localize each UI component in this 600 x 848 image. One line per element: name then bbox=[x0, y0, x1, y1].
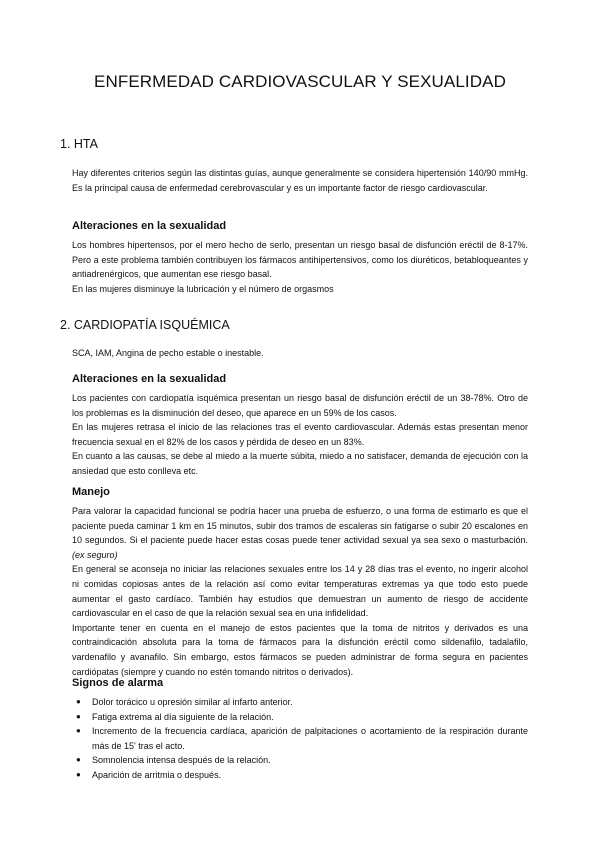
hta-intro-text: Hay diferentes criterios según las distintas guías, aunque generalmente se considera hipertensión 140/90 mmHg. Es la principal causa de enfermedad cerebrovascular y es un importante factor de riesgo cardiovascular. bbox=[72, 168, 528, 193]
manejo-p3: Importante tener en cuenta en el manejo de estos pacientes que la toma de nitritos y derivados es una contraindicación absoluta para la toma de fármacos para la disfunción eréctil como sildenafilo, tadalafilo, vardenafilo y avanafilo. Sin embargo, estos fármacos se pueden administrar de forma segura en pacientes cardiópatas (siempre y cuando no estén tomando nitritos o derivados). bbox=[72, 622, 528, 677]
bullet-icon: ● bbox=[76, 755, 81, 765]
cardiopatia-intro-text: SCA, IAM, Angina de pecho estable o inestable. bbox=[72, 348, 264, 358]
document-title: ENFERMEDAD CARDIOVASCULAR Y SEXUALIDAD bbox=[94, 72, 506, 91]
manejo-heading: Manejo bbox=[72, 486, 110, 498]
cardiopatia-alteraciones-p3: En cuanto a las causas, se debe al miedo a la muerte súbita, miedo a no satisfacer, demanda de ejecución con la ansiedad que esto conlleva etc. bbox=[72, 451, 528, 476]
cardiopatia-subheading-alteraciones: Alteraciones en la sexualidad bbox=[72, 373, 227, 385]
hta-subheading-alteraciones: Alteraciones en la sexualidad bbox=[72, 220, 227, 232]
bullet-icon: ● bbox=[76, 769, 81, 779]
signo-text: Somnolencia intensa después de la relación. bbox=[92, 755, 271, 766]
cardiopatia-intro bbox=[72, 346, 528, 361]
list-item bbox=[72, 695, 528, 710]
signo-text: Aparición de arritmia o después. bbox=[92, 769, 222, 780]
cardiopatia-alteraciones-body bbox=[72, 391, 528, 479]
bullet-icon: ● bbox=[76, 697, 81, 706]
hta-alteraciones-p1: Los hombres hipertensos, por el mero hecho de serlo, presentan un riesgo basal de disfunción eréctil de 8-17%. Pero a este problema también contribuyen los fármacos antihipertensivos, como los diuréticos, betabloqueantes y antiadrenérgicos, que aumentan ese riesgo basal. bbox=[72, 240, 528, 280]
manejo-p1-text: Para valorar la capacidad funcional se podría hacer una prueba de esfuerzo, o una forma de estimarlo es que el paciente pueda caminar 1 km en 15 minutos, subir dos tramos de escaleras sin fatigarse o subir 20 escalones en 10 segundos. Si el paciente puede hacer estas cosas puede tener actividad sexual ya sea sexo o masturbación. bbox=[72, 506, 528, 546]
manejo-body bbox=[72, 504, 528, 679]
section-heading-cardiopatia: 2. CARDIOPATÍA ISQUÉMICA bbox=[60, 318, 230, 332]
manejo-p2: En general se aconseja no iniciar las relaciones sexuales entre los 14 y 28 días tras el evento, no ingerir alcohol ni comidas copiosas antes de la relación así como evitar temperaturas extremas ya que todo esto puede aumentar el gasto cardíaco. También hay estudios que demuestran un aumento de riesgo de accidente cardiovascular en el caso de que la relación sexual sea en una infidelidad. bbox=[72, 564, 528, 619]
hta-alteraciones-p2: En las mujeres disminuye la lubricación y el número de orgasmos bbox=[72, 283, 334, 294]
bullet-icon: ● bbox=[76, 711, 81, 721]
signos-alarma-list-wrap bbox=[72, 695, 528, 783]
hta-alteraciones-body bbox=[72, 238, 528, 296]
list-item bbox=[72, 753, 528, 768]
bullet-icon: ● bbox=[76, 726, 81, 736]
list-item bbox=[72, 724, 528, 753]
signo-text: Fatiga extrema al día siguiente de la relación. bbox=[92, 711, 274, 722]
signos-alarma-heading: Signos de alarma bbox=[72, 677, 164, 689]
signos-alarma-list bbox=[72, 695, 528, 783]
section-heading-hta: 1. HTA bbox=[60, 137, 98, 151]
signo-text: Dolor torácico u opresión similar al infarto anterior. bbox=[92, 697, 293, 707]
cardiopatia-alteraciones-p1: Los pacientes con cardiopatía isquémica presentan un riesgo basal de disfunción eréctil de un 38-78%. Otro de los problemas es la disminución del deseo, que aparece en un 59% de los casos. bbox=[72, 393, 528, 418]
list-item bbox=[72, 768, 528, 783]
hta-intro bbox=[72, 166, 528, 195]
list-item bbox=[72, 710, 528, 725]
manejo-p1-note: (ex seguro) bbox=[72, 549, 118, 560]
cardiopatia-alteraciones-p2: En las mujeres retrasa el inicio de las relaciones tras el evento cardiovascular. Además estas presentan menor frecuencia sexual en el 82% de los casos y pérdida de deseo en un 83%. bbox=[72, 422, 528, 447]
manejo-p1 bbox=[72, 504, 528, 562]
signo-text: Incremento de la frecuencia cardíaca, aparición de palpitaciones o acortamiento de la respiración durante más de 15' tras el acto. bbox=[92, 726, 528, 751]
